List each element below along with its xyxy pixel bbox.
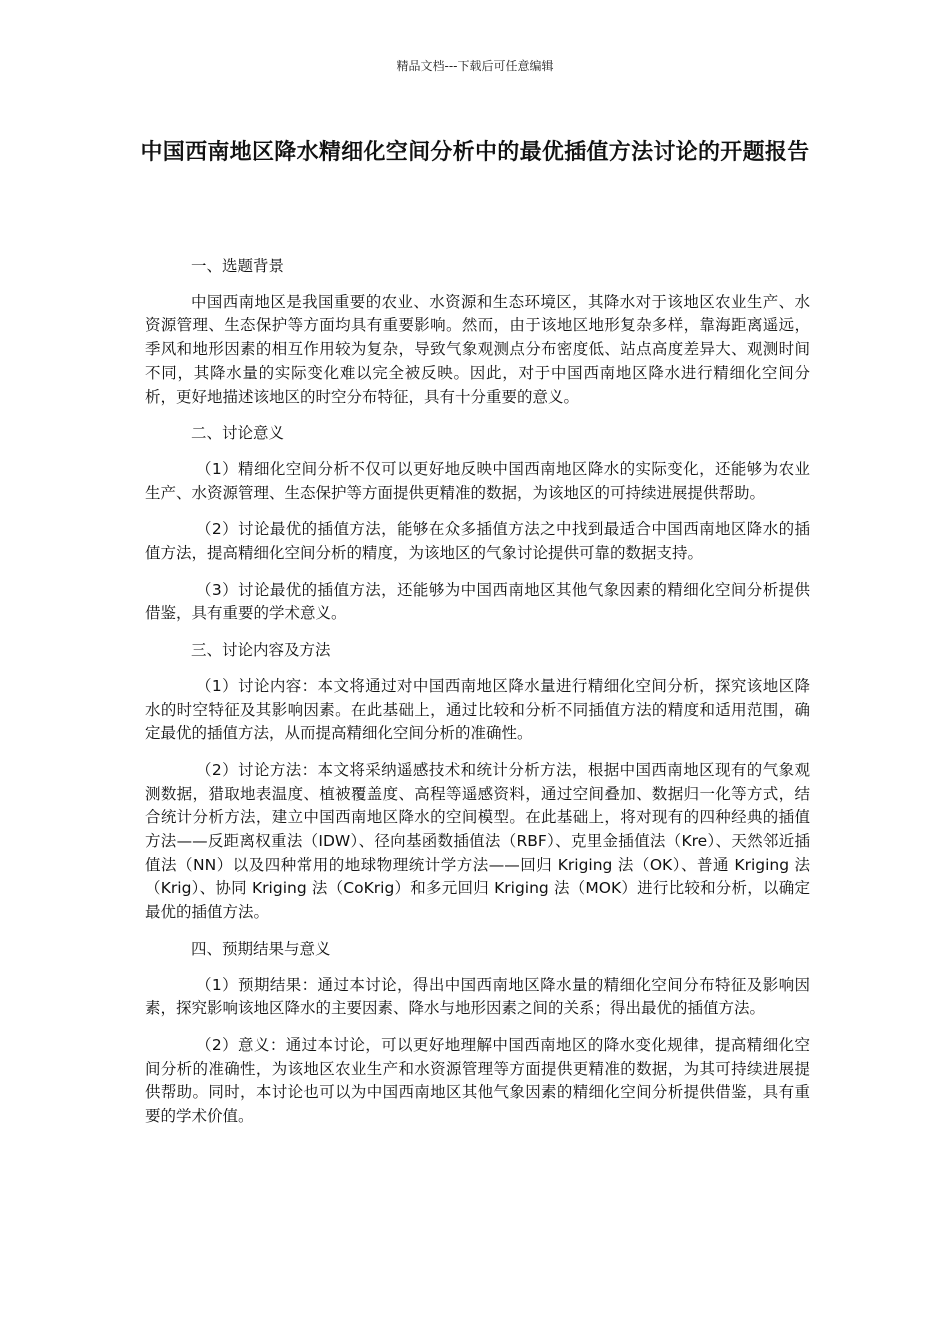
- paragraph-content: （1）讨论内容：本文将通过对中国西南地区降水量进行精细化空间分析，探究该地区降水的时空特征及其影响因素。在此基础上，通过比较和分析不同插值方法的精度和适用范围，确定最优的插值方法，从而提高精细化空间分析的准确性。: [145, 676, 810, 743]
- section-heading-expected-results: 四、预期结果与意义: [191, 939, 331, 958]
- section-heading-background: 一、选题背景: [191, 257, 285, 275]
- document-title: 中国西南地区降水精细化空间分析中的最优插值方法讨论的开题报告: [140, 140, 810, 165]
- section-heading-content-methods: 三、讨论内容及方法: [191, 641, 331, 660]
- paragraph-methods: （2）讨论方法：本文将采纳遥感技术和统计分析方法，根据中国西南地区现有的气象观测数据，猎取地表温度、植被覆盖度、高程等遥感资料，通过空间叠加、数据归一化等方式，结合统计分析方法，建立中国西南地区降水的空间模型。在此基础上，将对现有的四种经典的插值方法——反距离权重法（IDW）、径向基函数插值法（RBF）、克里金插值法（Kre）、天然邻近插值法（NN）以及四种常用的地球物理统计学方法——回归 Kriging 法（OK）、普通 Kriging 法（Krig）、协同 Kriging 法（CoKrig）和多元回归 Kriging 法（MOK）进行比较和分析，以确定最优的插值方法。: [145, 760, 810, 922]
- header-note: 精品文档---下载后可任意编辑: [396, 59, 554, 73]
- paragraph-significance-2: （2）讨论最优的插值方法，能够在众多插值方法之中找到最适合中国西南地区降水的插值方法，提高精细化空间分析的精度，为该地区的气象讨论提供可靠的数据支持。: [145, 520, 810, 563]
- section-heading-significance: 二、讨论意义: [191, 424, 285, 443]
- paragraph-significance-3: （3）讨论最优的插值方法，还能够为中国西南地区其他气象因素的精细化空间分析提供借鉴，具有重要的学术意义。: [145, 580, 810, 623]
- paragraph-expected-results: （1）预期结果：通过本讨论，得出中国西南地区降水量的精细化空间分布特征及影响因素，探究影响该地区降水的主要因素、降水与地形因素之间的关系；得出最优的插值方法。: [145, 975, 810, 1018]
- paragraph-background: 中国西南地区是我国重要的农业、水资源和生态环境区，其降水对于该地区农业生产、水资源管理、生态保护等方面均具有重要影响。然而，由于该地区地形复杂多样，靠海距离遥远，季风和地形因素的相互作用较为复杂，导致气象观测点分布密度低、站点高度差异大、观测时间不同，其降水量的实际变化难以完全被反映。因此，对于中国西南地区降水进行精细化空间分析，更好地描述该地区的时空分布特征，具有十分重要的意义。: [145, 292, 810, 406]
- document-body: [145, 255, 810, 1142]
- paragraph-significance-1: （1）精细化空间分析不仅可以更好地反映中国西南地区降水的实际变化，还能够为农业生产、水资源管理、生态保护等方面提供更精准的数据，为该地区的可持续进展提供帮助。: [145, 459, 810, 502]
- paragraph-significance-results: （2）意义：通过本讨论，可以更好地理解中国西南地区的降水变化规律，提高精细化空间分析的准确性，为该地区农业生产和水资源管理等方面提供更精准的数据，为其可持续进展提供帮助。同时，本讨论也可以为中国西南地区其他气象因素的精细化空间分析提供借鉴，具有重要的学术价值。: [145, 1035, 810, 1126]
